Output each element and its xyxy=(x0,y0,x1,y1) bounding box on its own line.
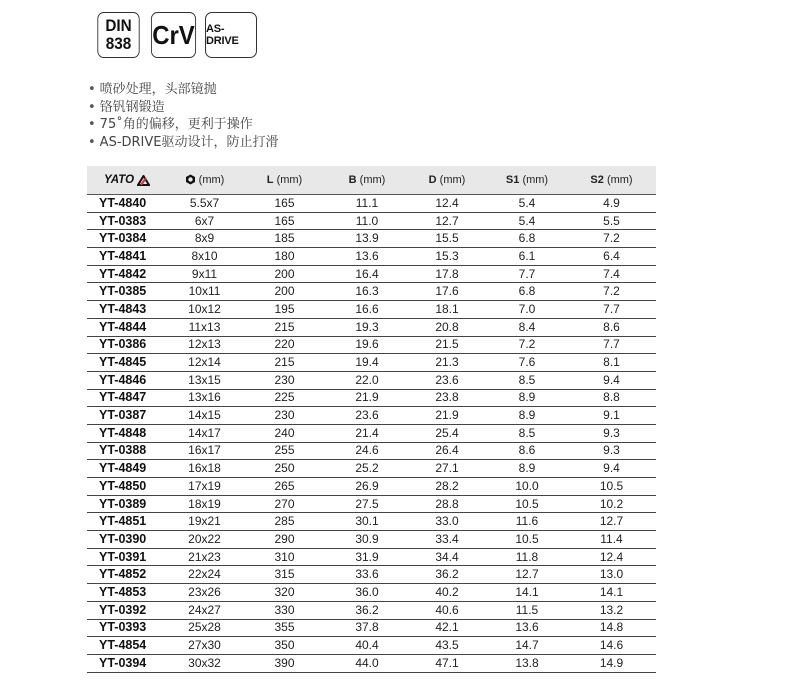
length-l-cell: 215 xyxy=(242,354,327,372)
dim-s2-cell: 9.4 xyxy=(567,371,656,389)
yato-logo-text: YATO xyxy=(103,174,135,186)
bullet-icon: • xyxy=(88,99,96,115)
dim-s1-cell: 7.2 xyxy=(487,336,567,354)
table-row xyxy=(87,301,656,319)
dim-b-cell: 30.9 xyxy=(327,531,407,549)
length-l-cell: 270 xyxy=(242,495,327,513)
l-header-unit: (mm) xyxy=(276,174,303,186)
size-cell: 8x10 xyxy=(167,248,242,266)
feature-text: 铬钒钢锻造 xyxy=(99,99,165,115)
length-l-cell: 315 xyxy=(242,566,327,584)
length-l-cell: 320 xyxy=(242,584,327,602)
length-l-cell: 230 xyxy=(242,407,327,425)
dim-s1-cell: 10.5 xyxy=(487,495,567,513)
size-cell: 6x7 xyxy=(167,212,242,230)
size-cell: 21x23 xyxy=(167,548,242,566)
product-code-cell: YT-0388 xyxy=(87,442,167,460)
size-cell: 27x30 xyxy=(167,637,242,655)
table-row xyxy=(87,371,656,389)
dim-b-cell: 26.9 xyxy=(327,478,407,496)
dim-d-cell: 20.8 xyxy=(407,318,487,336)
product-code-cell: YT-0390 xyxy=(87,531,167,549)
length-l-cell: 390 xyxy=(242,654,327,672)
product-code-cell: YT-4851 xyxy=(87,513,167,531)
bullet-icon: • xyxy=(88,134,96,150)
dim-s2-cell: 7.4 xyxy=(567,265,656,283)
length-l-cell: 200 xyxy=(242,265,327,283)
dim-b-cell: 22.0 xyxy=(327,371,407,389)
size-cell: 13x16 xyxy=(167,389,242,407)
dim-d-cell: 12.7 xyxy=(407,212,487,230)
crv-badge xyxy=(151,12,196,58)
dim-s2-cell: 14.8 xyxy=(567,619,656,637)
dim-d-cell: 15.3 xyxy=(407,248,487,266)
length-l-cell: 255 xyxy=(242,442,327,460)
length-l-cell: 330 xyxy=(242,601,327,619)
dim-s1-cell: 13.8 xyxy=(487,654,567,672)
size-cell: 10x11 xyxy=(167,283,242,301)
dim-s1-cell: 6.8 xyxy=(487,230,567,248)
table-row xyxy=(87,230,656,248)
product-code-cell: YT-4846 xyxy=(87,371,167,389)
dim-s1-cell: 5.4 xyxy=(487,212,567,230)
dim-d-cell: 28.2 xyxy=(407,478,487,496)
dim-d-cell: 40.6 xyxy=(407,601,487,619)
product-code-cell: YT-0389 xyxy=(87,495,167,513)
table-row xyxy=(87,407,656,425)
table-row xyxy=(87,513,656,531)
size-cell: 13x15 xyxy=(167,371,242,389)
dim-d-cell: 21.5 xyxy=(407,336,487,354)
table-row xyxy=(87,283,656,301)
dim-s2-cell: 14.9 xyxy=(567,654,656,672)
dim-s2-cell: 8.8 xyxy=(567,389,656,407)
size-cell: 17x19 xyxy=(167,478,242,496)
length-l-cell: 165 xyxy=(242,195,327,213)
dim-s2-cell: 7.2 xyxy=(567,230,656,248)
product-code-cell: YT-4853 xyxy=(87,584,167,602)
table-row xyxy=(87,584,656,602)
dim-b-cell: 31.9 xyxy=(327,548,407,566)
table-row xyxy=(87,265,656,283)
dim-s1-cell: 11.5 xyxy=(487,601,567,619)
dim-s1-cell: 12.7 xyxy=(487,566,567,584)
dim-s2-cell: 8.6 xyxy=(567,318,656,336)
dim-s1-cell: 7.6 xyxy=(487,354,567,372)
product-code-cell: YT-4847 xyxy=(87,389,167,407)
dim-b-cell: 36.2 xyxy=(327,601,407,619)
length-l-cell: 250 xyxy=(242,460,327,478)
table-row xyxy=(87,336,656,354)
certification-badges xyxy=(95,12,257,58)
length-l-cell: 185 xyxy=(242,230,327,248)
d-header-label: D xyxy=(428,174,437,186)
feature-list xyxy=(88,81,279,151)
yato-logo xyxy=(104,174,150,186)
dim-s2-cell: 11.4 xyxy=(567,531,656,549)
d-header xyxy=(407,166,487,195)
table-row xyxy=(87,478,656,496)
crv-badge-label: CrV xyxy=(152,19,195,50)
table-row xyxy=(87,248,656,266)
table-row xyxy=(87,442,656,460)
table-row xyxy=(87,601,656,619)
bullet-icon: • xyxy=(88,82,96,97)
length-l-cell: 265 xyxy=(242,478,327,496)
dim-d-cell: 34.4 xyxy=(407,548,487,566)
dim-b-cell: 11.0 xyxy=(327,212,407,230)
l-header-label: L xyxy=(266,174,274,186)
dim-s2-cell: 7.2 xyxy=(567,283,656,301)
table-row xyxy=(87,195,656,213)
b-header-label: B xyxy=(348,174,357,186)
dim-d-cell: 28.8 xyxy=(407,495,487,513)
dim-s1-cell: 14.7 xyxy=(487,637,567,655)
dim-d-cell: 17.8 xyxy=(407,265,487,283)
dim-b-cell: 37.8 xyxy=(327,619,407,637)
table-row xyxy=(87,637,656,655)
dim-b-cell: 19.4 xyxy=(327,354,407,372)
product-code-cell: YT-0394 xyxy=(87,654,167,672)
dim-d-cell: 25.4 xyxy=(407,424,487,442)
dim-d-cell: 43.5 xyxy=(407,637,487,655)
table-row xyxy=(87,619,656,637)
product-code-cell: YT-4852 xyxy=(87,566,167,584)
s2-header-unit: (mm) xyxy=(606,174,633,186)
dim-s1-cell: 14.1 xyxy=(487,584,567,602)
feature-item xyxy=(88,116,279,134)
dim-d-cell: 47.1 xyxy=(407,654,487,672)
size-cell: 24x27 xyxy=(167,601,242,619)
size-header xyxy=(167,166,242,195)
din-badge-line2: 838 xyxy=(105,34,132,53)
bullet-icon: • xyxy=(88,117,96,132)
dim-s2-cell: 12.7 xyxy=(567,513,656,531)
dim-s1-cell: 5.4 xyxy=(487,195,567,213)
table-header-row xyxy=(87,166,656,195)
size-header-unit: (mm) xyxy=(198,174,225,186)
dim-b-cell: 19.3 xyxy=(327,318,407,336)
dim-s2-cell: 13.2 xyxy=(567,601,656,619)
dim-d-cell: 33.0 xyxy=(407,513,487,531)
product-code-cell: YT-4844 xyxy=(87,318,167,336)
size-cell: 14x17 xyxy=(167,424,242,442)
s1-header-label: S1 xyxy=(505,174,520,186)
feature-text: 喷砂处理，头部镜抛 xyxy=(99,82,217,97)
size-cell: 11x13 xyxy=(167,318,242,336)
product-code-cell: YT-4845 xyxy=(87,354,167,372)
table-row xyxy=(87,212,656,230)
table-row xyxy=(87,566,656,584)
dim-s1-cell: 8.4 xyxy=(487,318,567,336)
s2-header xyxy=(567,166,656,195)
dim-b-cell: 44.0 xyxy=(327,654,407,672)
size-cell: 5.5x7 xyxy=(167,195,242,213)
size-cell: 23x26 xyxy=(167,584,242,602)
dim-s2-cell: 6.4 xyxy=(567,248,656,266)
dim-s1-cell: 6.1 xyxy=(487,248,567,266)
dim-s2-cell: 14.1 xyxy=(567,584,656,602)
s2-header-label: S2 xyxy=(590,174,604,186)
dim-d-cell: 18.1 xyxy=(407,301,487,319)
product-code-cell: YT-0384 xyxy=(87,230,167,248)
dim-b-cell: 11.1 xyxy=(327,195,407,213)
product-code-cell: YT-0393 xyxy=(87,619,167,637)
product-code-cell: YT-4849 xyxy=(87,460,167,478)
dim-s2-cell: 12.4 xyxy=(567,548,656,566)
dim-b-cell: 25.2 xyxy=(327,460,407,478)
length-l-cell: 220 xyxy=(242,336,327,354)
dim-b-cell: 16.3 xyxy=(327,283,407,301)
size-cell: 9x11 xyxy=(167,265,242,283)
table-row xyxy=(87,318,656,336)
size-cell: 30x32 xyxy=(167,654,242,672)
product-code-cell: YT-4850 xyxy=(87,478,167,496)
dim-s2-cell: 10.2 xyxy=(567,495,656,513)
product-code-cell: YT-4848 xyxy=(87,424,167,442)
size-cell: 20x22 xyxy=(167,531,242,549)
length-l-cell: 350 xyxy=(242,637,327,655)
dim-b-cell: 13.9 xyxy=(327,230,407,248)
dim-s1-cell: 10.5 xyxy=(487,531,567,549)
dim-s1-cell: 6.8 xyxy=(487,283,567,301)
dim-s2-cell: 4.9 xyxy=(567,195,656,213)
dim-s1-cell: 8.9 xyxy=(487,407,567,425)
product-code-cell: YT-0383 xyxy=(87,212,167,230)
product-code-cell: YT-4843 xyxy=(87,301,167,319)
product-code-cell: YT-4840 xyxy=(87,195,167,213)
yato-logo-icon xyxy=(137,175,150,186)
product-code-cell: YT-4842 xyxy=(87,265,167,283)
product-code-cell: YT-0386 xyxy=(87,336,167,354)
dim-s2-cell: 9.3 xyxy=(567,442,656,460)
as-drive-badge-label: AS-DRIVE xyxy=(206,23,239,47)
size-cell: 16x17 xyxy=(167,442,242,460)
din-838-badge xyxy=(97,12,139,58)
dim-d-cell: 36.2 xyxy=(407,566,487,584)
table-row xyxy=(87,389,656,407)
dim-b-cell: 21.9 xyxy=(327,389,407,407)
size-cell: 14x15 xyxy=(167,407,242,425)
dim-s2-cell: 14.6 xyxy=(567,637,656,655)
dim-d-cell: 42.1 xyxy=(407,619,487,637)
length-l-cell: 180 xyxy=(242,248,327,266)
size-cell: 16x18 xyxy=(167,460,242,478)
dim-s2-cell: 10.5 xyxy=(567,478,656,496)
dim-s1-cell: 8.9 xyxy=(487,389,567,407)
b-header-unit: (mm) xyxy=(359,174,386,186)
length-l-cell: 355 xyxy=(242,619,327,637)
dim-s2-cell: 5.5 xyxy=(567,212,656,230)
size-cell: 12x13 xyxy=(167,336,242,354)
feature-text: 75˚角的偏移，更利于操作 xyxy=(99,117,253,132)
dim-d-cell: 26.4 xyxy=(407,442,487,460)
dim-d-cell: 21.3 xyxy=(407,354,487,372)
dim-b-cell: 36.0 xyxy=(327,584,407,602)
dim-d-cell: 15.5 xyxy=(407,230,487,248)
dim-d-cell: 27.1 xyxy=(407,460,487,478)
size-cell: 19x21 xyxy=(167,513,242,531)
d-header-unit: (mm) xyxy=(439,174,466,186)
product-code-cell: YT-0391 xyxy=(87,548,167,566)
brand-header xyxy=(87,166,167,195)
b-header xyxy=(327,166,407,195)
product-code-cell: YT-0392 xyxy=(87,601,167,619)
table-row xyxy=(87,460,656,478)
size-cell: 22x24 xyxy=(167,566,242,584)
dim-s1-cell: 7.0 xyxy=(487,301,567,319)
dim-s1-cell: 11.8 xyxy=(487,548,567,566)
size-cell: 10x12 xyxy=(167,301,242,319)
dim-b-cell: 33.6 xyxy=(327,566,407,584)
dim-d-cell: 23.8 xyxy=(407,389,487,407)
length-l-cell: 165 xyxy=(242,212,327,230)
length-l-cell: 240 xyxy=(242,424,327,442)
dim-b-cell: 21.4 xyxy=(327,424,407,442)
dim-d-cell: 40.2 xyxy=(407,584,487,602)
dim-s2-cell: 9.1 xyxy=(567,407,656,425)
table-row xyxy=(87,531,656,549)
dim-s1-cell: 8.5 xyxy=(487,424,567,442)
dim-b-cell: 30.1 xyxy=(327,513,407,531)
dim-b-cell: 40.4 xyxy=(327,637,407,655)
dim-b-cell: 23.6 xyxy=(327,407,407,425)
dim-s2-cell: 13.0 xyxy=(567,566,656,584)
table-row xyxy=(87,548,656,566)
table-row xyxy=(87,654,656,672)
product-code-cell: YT-0385 xyxy=(87,283,167,301)
dim-b-cell: 27.5 xyxy=(327,495,407,513)
feature-item xyxy=(88,134,279,152)
dim-s1-cell: 7.7 xyxy=(487,265,567,283)
feature-text: AS-DRIVE驱动设计，防止打滑 xyxy=(99,134,279,150)
product-code-cell: YT-4841 xyxy=(87,248,167,266)
dim-b-cell: 13.6 xyxy=(327,248,407,266)
length-l-cell: 195 xyxy=(242,301,327,319)
table-row xyxy=(87,354,656,372)
dim-s1-cell: 8.5 xyxy=(487,371,567,389)
feature-item xyxy=(88,99,279,117)
table-row xyxy=(87,424,656,442)
din-badge-line1: DIN xyxy=(105,16,132,35)
dim-d-cell: 21.9 xyxy=(407,407,487,425)
dim-s2-cell: 7.7 xyxy=(567,301,656,319)
dim-s1-cell: 11.6 xyxy=(487,513,567,531)
dim-s2-cell: 9.4 xyxy=(567,460,656,478)
product-code-cell: YT-4854 xyxy=(87,637,167,655)
dim-d-cell: 23.6 xyxy=(407,371,487,389)
dim-d-cell: 12.4 xyxy=(407,195,487,213)
table-row xyxy=(87,495,656,513)
dim-d-cell: 17.6 xyxy=(407,283,487,301)
size-cell: 25x28 xyxy=(167,619,242,637)
dim-b-cell: 19.6 xyxy=(327,336,407,354)
size-cell: 12x14 xyxy=(167,354,242,372)
length-l-cell: 215 xyxy=(242,318,327,336)
s1-header-unit: (mm) xyxy=(522,174,549,186)
dim-b-cell: 16.6 xyxy=(327,301,407,319)
length-l-cell: 225 xyxy=(242,389,327,407)
feature-item xyxy=(88,81,279,99)
s1-header xyxy=(487,166,567,195)
dim-s1-cell: 13.6 xyxy=(487,619,567,637)
dim-b-cell: 16.4 xyxy=(327,265,407,283)
dim-b-cell: 24.6 xyxy=(327,442,407,460)
dim-s2-cell: 9.3 xyxy=(567,424,656,442)
size-cell: 8x9 xyxy=(167,230,242,248)
as-drive-badge xyxy=(205,12,257,58)
dim-s1-cell: 8.6 xyxy=(487,442,567,460)
dim-s1-cell: 10.0 xyxy=(487,478,567,496)
dim-d-cell: 33.4 xyxy=(407,531,487,549)
dim-s2-cell: 8.1 xyxy=(567,354,656,372)
table-body xyxy=(87,195,656,673)
spec-table xyxy=(87,166,656,673)
length-l-cell: 285 xyxy=(242,513,327,531)
length-l-cell: 230 xyxy=(242,371,327,389)
length-l-cell: 200 xyxy=(242,283,327,301)
dim-s2-cell: 7.7 xyxy=(567,336,656,354)
length-l-cell: 310 xyxy=(242,548,327,566)
dim-s1-cell: 8.9 xyxy=(487,460,567,478)
hex-nut-icon xyxy=(185,174,196,185)
l-header xyxy=(242,166,327,195)
size-cell: 18x19 xyxy=(167,495,242,513)
product-code-cell: YT-0387 xyxy=(87,407,167,425)
length-l-cell: 290 xyxy=(242,531,327,549)
